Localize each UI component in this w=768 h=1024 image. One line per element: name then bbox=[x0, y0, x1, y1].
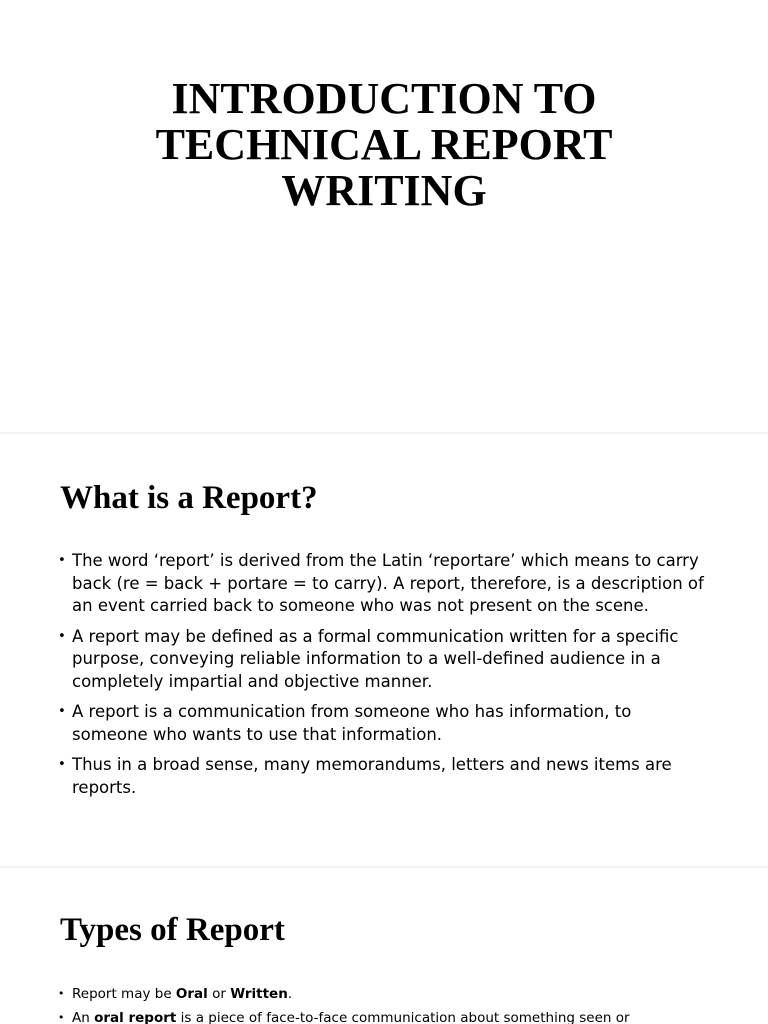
oral-emphasis: Oral bbox=[175, 986, 208, 1002]
bullet-text: A report may be defined as a formal communication written for a specific purpose, conveying reliable information to a well-defined audience in a completely impartial and objective manner. bbox=[72, 626, 679, 691]
bullet-text: An oral report is a piece of face-to-face communication about something seen or bbox=[72, 1010, 630, 1024]
bullet-item bbox=[58, 626, 708, 694]
slide-heading: Types of Report bbox=[60, 912, 285, 948]
bullet-text: Report may be Oral or Written. bbox=[72, 986, 293, 1002]
title-slide bbox=[0, 0, 768, 432]
bullet-item bbox=[58, 1006, 708, 1024]
title-line-2: TECHNICAL REPORT bbox=[155, 120, 613, 169]
bullet-dot: • bbox=[58, 1011, 65, 1024]
bullet-item bbox=[58, 754, 708, 799]
bullet-item bbox=[58, 701, 708, 746]
title-line-1: INTRODUCTION TO bbox=[171, 74, 597, 123]
bullet-item bbox=[58, 550, 708, 618]
slide-heading: What is a Report? bbox=[60, 480, 318, 516]
what-is-report-slide bbox=[0, 434, 768, 866]
bullet-list bbox=[58, 982, 708, 1024]
presentation-title bbox=[0, 76, 768, 214]
bullet-text: The word ‘report’ is derived from the Latin ‘reportare’ which means to carry back (re = back + portare = to carry). A report, therefore, is a description of an event carried back to someone who was not present on the scene. bbox=[72, 551, 704, 615]
types-of-report-slide bbox=[0, 868, 768, 1024]
oral-report-emphasis: oral report bbox=[94, 1010, 177, 1024]
bullet-dot: • bbox=[58, 757, 66, 772]
bullet-dot: • bbox=[58, 553, 66, 568]
title-line-3: WRITING bbox=[281, 166, 487, 215]
bullet-text: A report is a communication from someone who has information, to someone who wants to use that information. bbox=[72, 702, 632, 744]
bullet-list bbox=[58, 550, 708, 807]
bullet-dot: • bbox=[58, 987, 65, 1000]
bullet-dot: • bbox=[58, 704, 66, 719]
written-emphasis: Written bbox=[230, 986, 288, 1002]
bullet-dot: • bbox=[58, 628, 66, 644]
bullet-item bbox=[58, 982, 708, 1006]
bullet-text: Thus in a broad sense, many memorandums, letters and news items are reports. bbox=[72, 755, 672, 797]
